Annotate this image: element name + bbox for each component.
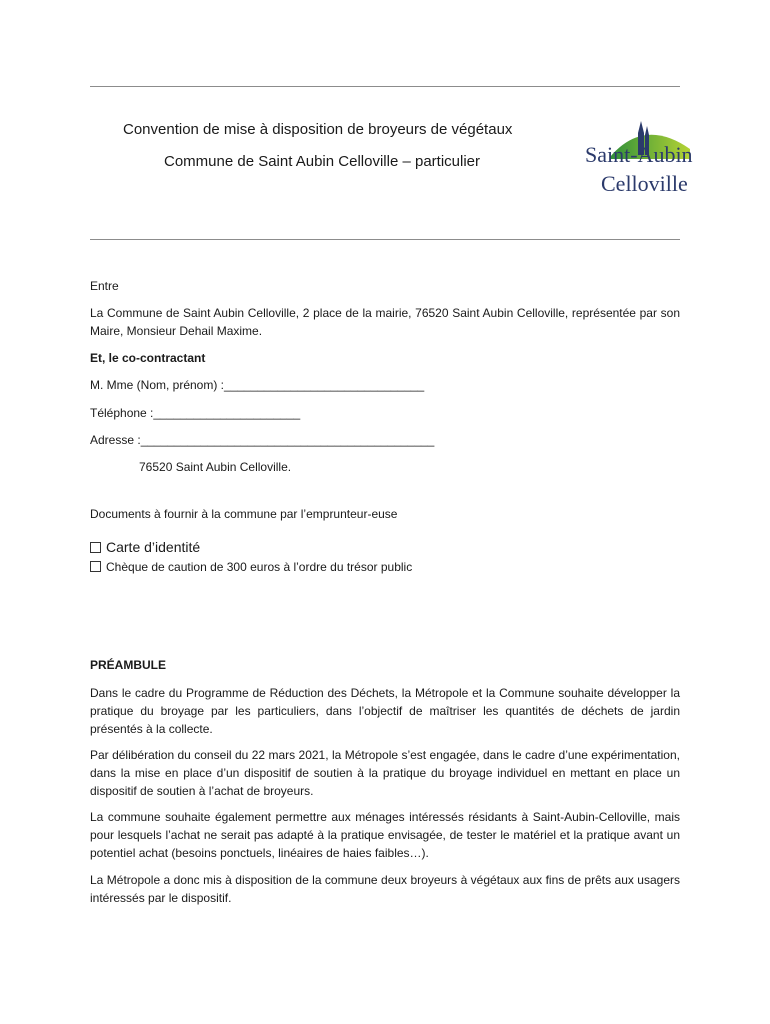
phone-field: Téléphone :______________________ [90, 406, 301, 420]
name-field: M. Mme (Nom, prénom) :______________________________ [90, 378, 425, 392]
documents-intro: Documents à fournir à la commune par l’emprunteur-euse [90, 507, 398, 521]
document-title: Convention de mise à disposition de broyeurs de végétaux [123, 121, 513, 138]
document-subtitle: Commune de Saint Aubin Celloville – particulier [164, 153, 480, 170]
commune-logo [582, 115, 704, 197]
top-rule [90, 86, 680, 87]
checkbox-icon [90, 542, 101, 553]
preambule-paragraph: La Métropole a donc mis à disposition de la commune deux broyeurs à végétaux aux fins de prêts aux usagers intéressés par le dispositif. [90, 873, 680, 905]
document-item [90, 539, 200, 556]
header-bottom-rule [90, 239, 680, 240]
preambule-paragraph: Par délibération du conseil du 22 mars 2021, la Métropole s’est engagée, dans le cadre d’une expérimentation, dans la mise en place d’un dispositif de soutien à la pratique du broyage individuel en mettant en place un dispositif de soutien à l’achat de broyeurs. [90, 748, 680, 798]
address-field: Adresse :____________________________________________ [90, 433, 435, 447]
preambule-heading: PRÉAMBULE [90, 658, 167, 672]
document-item [90, 559, 412, 576]
checkbox-icon [90, 561, 101, 572]
logo-text-line1: Saint-Aubin [585, 142, 693, 167]
commune-party: La Commune de Saint Aubin Celloville, 2 place de la mairie, 76520 Saint Aubin Celloville, représentée par son Maire, Monsieur Dehail Maxime. [90, 306, 680, 338]
cocontractant-heading: Et, le co-contractant [90, 351, 206, 365]
preambule-paragraph: La commune souhaite également permettre aux ménages intéressés résidants à Saint-Aubin-Celloville, mais pour lesquels l’achat ne serait pas adapté à la pratique envisagée, de tester le matériel et la pratique avant un potentiel achat (besoins ponctuels, linéaires de haies faibles…). [90, 810, 680, 860]
preambule-paragraph: Dans le cadre du Programme de Réduction des Déchets, la Métropole et la Commune souhaite développer la pratique du broyage par les particuliers, dans l’objectif de maîtriser les quantités de déchets de jardin présentés à la collecte. [90, 686, 680, 736]
entre-label: Entre [90, 279, 119, 293]
city-line: 76520 Saint Aubin Celloville. [139, 460, 292, 474]
document-item-label: Carte d’identité [106, 539, 201, 555]
logo-text-line2: Celloville [601, 171, 688, 196]
document-item-label: Chèque de caution de 300 euros à l’ordre du trésor public [106, 560, 413, 574]
